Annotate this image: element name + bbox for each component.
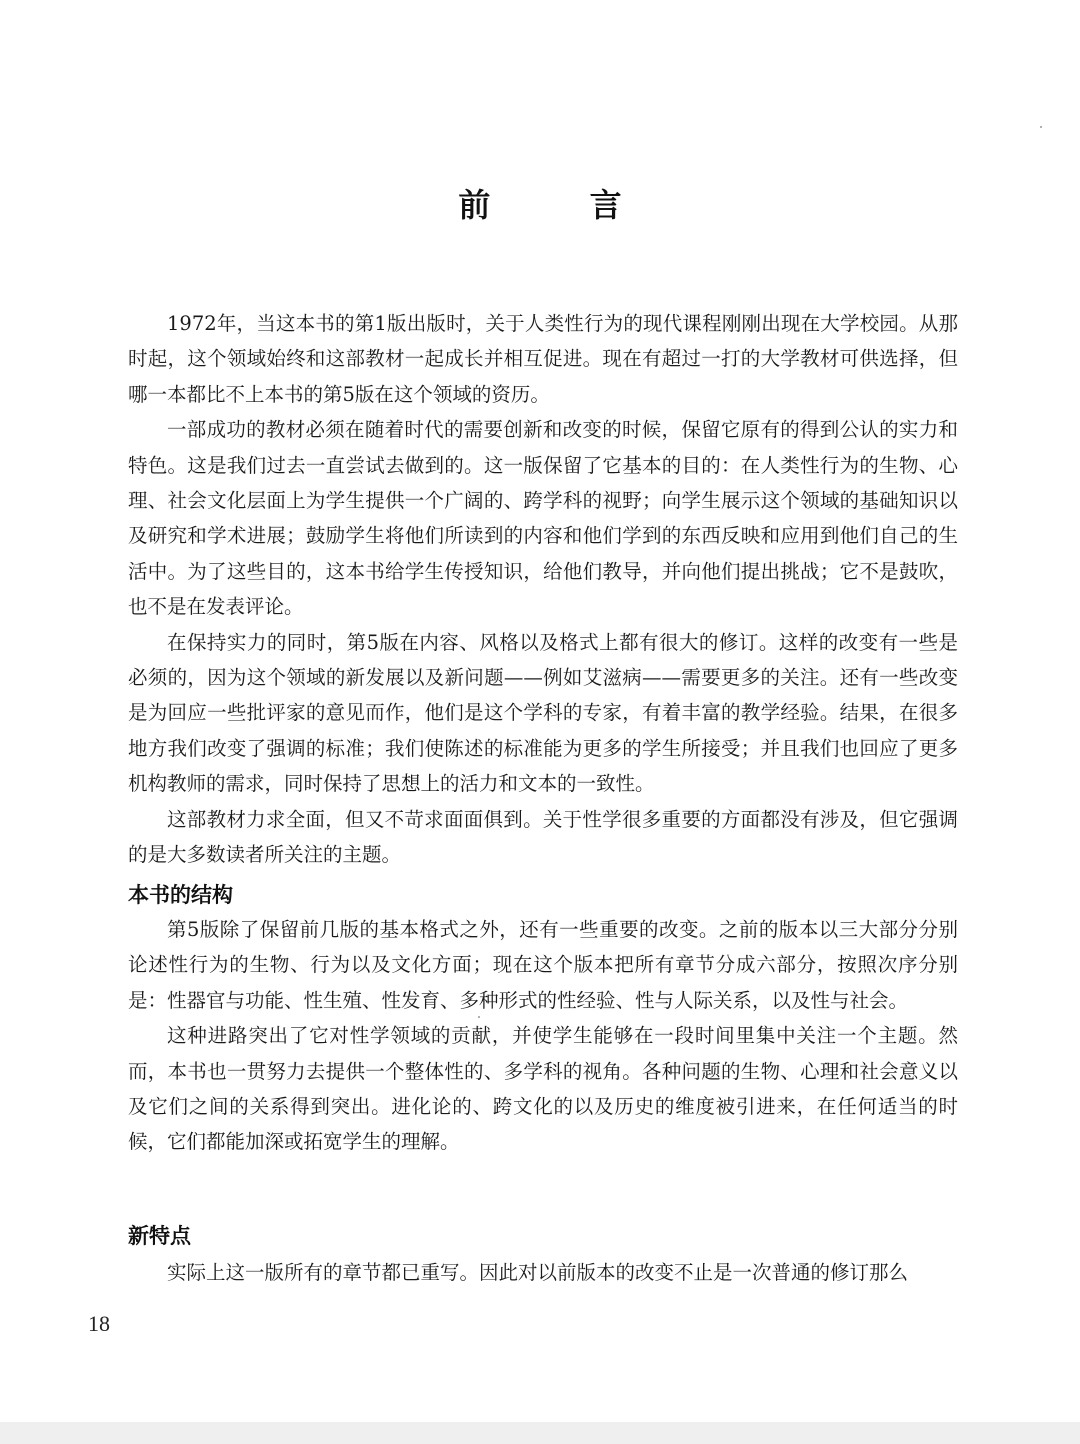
page-number: 18 bbox=[88, 1311, 110, 1336]
structure-paragraph-1: 第5版除了保留前几版的基本格式之外，还有一些重要的改变。之前的版本以三大部分分别论述性行为的生物、行为以及文化方面；现在这个版本把所有章节分成六部分，按照次序分别是：性器官与功能、性生殖、性发育、多种形式的性经验、性与人际关系，以及性与社会。 bbox=[128, 918, 958, 1012]
structure-heading: 本书的结构 bbox=[128, 883, 233, 907]
viewer-bottom-bar bbox=[0, 1422, 1080, 1444]
intro-paragraph-2: 一部成功的教材必须在随着时代的需要创新和改变的时候，保留它原有的得到公认的实力和特色。这是我们过去一直尝试去做到的。这一版保留了它基本的目的：在人类性行为的生物、心理、社会文化层面上为学生提供一个广阔的、跨学科的视野；向学生展示这个领域的基础知识以及研究和学术进展；鼓励学生将他们所读到的内容和他们学到的东西反映和应用到他们自己的生活中。为了这些目的，这本书给学生传授知识，给他们教导，并向他们提出挑战；它不是鼓吹，也不是在发表评论。 bbox=[128, 418, 958, 619]
intro-paragraph-3: 在保持实力的同时，第5版在内容、风格以及格式上都有很大的修订。这样的改变有一些是必须的，因为这个领域的新发展以及新问题——例如艾滋病——需要更多的关注。还有一些改变是为回应一些批评家的意见而作，他们是这个学科的专家，有着丰富的教学经验。结果，在很多地方我们改变了强调的标准；我们使陈述的标准能为更多的学生所接受；并且我们也回应了更多机构教师的需求，同时保持了思想上的活力和文本的一致性。 bbox=[128, 630, 958, 796]
intro-section bbox=[128, 306, 958, 873]
features-section bbox=[128, 1255, 958, 1290]
features-paragraph-1: 实际上这一版所有的章节都已重写。因此对以前版本的改变不止是一次普通的修订那么 bbox=[167, 1261, 909, 1284]
intro-paragraph-1: 1972年，当这本书的第1版出版时，关于人类性行为的现代课程刚刚出现在大学校园。从那时起，这个领域始终和这部教材一起成长并相互促进。现在有超过一打的大学教材可供选择，但哪一本都比不上本书的第5版在这个领域的资历。 bbox=[128, 312, 958, 406]
intro-paragraph-4: 这部教材力求全面，但又不苛求面面俱到。关于性学很多重要的方面都没有涉及，但它强调的是大多数读者所关注的主题。 bbox=[128, 807, 958, 867]
features-heading: 新特点 bbox=[128, 1224, 191, 1248]
page-title: 前 言 bbox=[458, 186, 666, 224]
scan-speck bbox=[478, 1016, 480, 1018]
structure-paragraph-2: 这种进路突出了它对性学领域的贡献，并使学生能够在一段时间里集中关注一个主题。然而，本书也一贯努力去提供一个整体性的、多学科的视角。各种问题的生物、心理和社会意义以及它们之间的关系得到突出。进化论的、跨文化的以及历史的维度被引进来，在任何适当的时候，它们都能加深或拓宽学生的理解。 bbox=[128, 1024, 958, 1154]
structure-section bbox=[128, 912, 958, 1160]
scan-speck bbox=[1040, 126, 1042, 128]
